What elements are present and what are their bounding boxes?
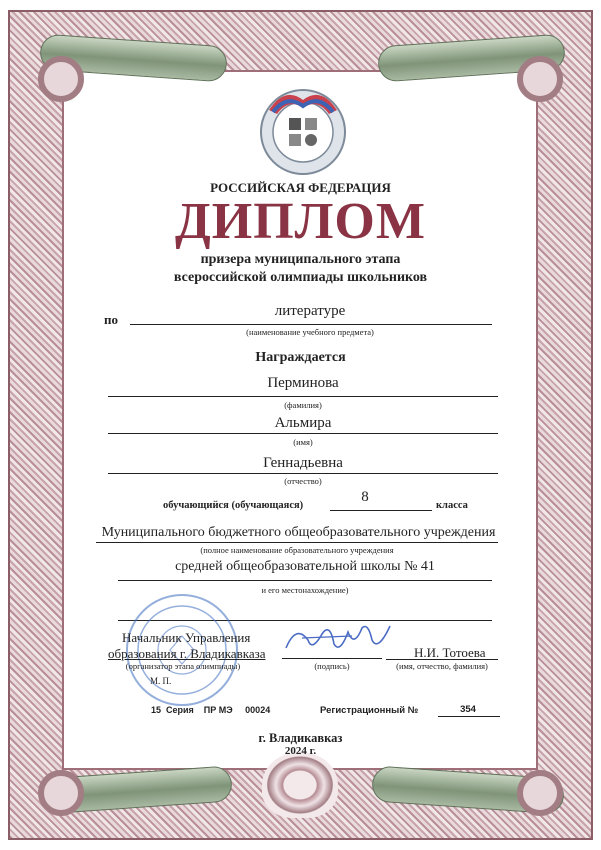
patronymic-value: Геннадьевна <box>263 455 343 471</box>
subject-line <box>130 324 492 325</box>
institution-line2-rule <box>118 580 492 581</box>
patronymic-caption: (отчество) <box>284 476 322 486</box>
name-value: Альмира <box>274 415 332 431</box>
signatory-title-line1: Начальник Управления <box>122 630 251 645</box>
signatory-name-line <box>386 659 498 660</box>
subject-value: литературе <box>274 303 346 319</box>
bottom-left-scroll <box>38 770 84 816</box>
signatory-title-line2: образования г. Владикавказа <box>108 646 266 661</box>
top-right-scroll <box>517 56 563 102</box>
country-name: РОССИЙСКАЯ ФЕДЕРАЦИЯ <box>210 180 391 195</box>
year: 2024 г. <box>284 745 317 757</box>
signature-line <box>282 658 382 659</box>
signatory-title-caption: (организатор этапа олимпиады) <box>125 661 241 671</box>
grade-line <box>330 510 432 511</box>
institution-line2: средней общеобразовательной школы № 41 <box>175 559 435 574</box>
subject-caption: (наименование учебного предмета) <box>246 327 374 337</box>
subtitle-line1: призера муниципального этапа <box>200 252 401 267</box>
registration-label: Регистрационный № <box>320 705 419 716</box>
grade-suffix: класса <box>436 500 468 511</box>
bottom-right-scroll <box>517 770 563 816</box>
surname-value: Перминова <box>267 375 339 391</box>
institution-line1-rule <box>96 542 498 543</box>
signatory-name: Н.И. Тотоева <box>414 645 486 660</box>
surname-line <box>108 396 498 397</box>
serial-number: 15 Серия ПР МЭ 00024 <box>151 705 271 715</box>
grade-label: обучающийся (обучающаяся) <box>163 500 304 511</box>
city: г. Владикавказ <box>258 731 343 745</box>
awarded-label: Награждается <box>255 350 346 365</box>
name-line <box>108 433 498 434</box>
subject-prefix: по <box>104 312 118 327</box>
registration-line <box>438 716 500 717</box>
signature-icon <box>282 618 394 662</box>
institution-caption1: (полное наименование образовательного учреждения <box>200 545 394 555</box>
name-caption: (имя) <box>293 437 313 447</box>
signature-caption: (подпись) <box>314 661 350 671</box>
registration-number: 354 <box>460 704 476 715</box>
olympiad-emblem-icon <box>255 82 351 178</box>
surname-caption: (фамилия) <box>284 400 322 410</box>
bottom-ornament <box>262 752 338 818</box>
grade-value: 8 <box>361 489 369 505</box>
diploma-title: ДИПЛОМ <box>175 193 426 250</box>
institution-caption2: и его местонахождение) <box>261 585 349 595</box>
stamp-label: М. П. <box>150 676 172 686</box>
signatory-name-caption: (имя, отчество, фамилия) <box>396 661 488 671</box>
patronymic-line <box>108 473 498 474</box>
subtitle-line2: всероссийской олимпиады школьников <box>173 270 428 285</box>
institution-line1: Муниципального бюджетного общеобразовательного учреждения <box>101 525 496 540</box>
top-left-scroll <box>38 56 84 102</box>
